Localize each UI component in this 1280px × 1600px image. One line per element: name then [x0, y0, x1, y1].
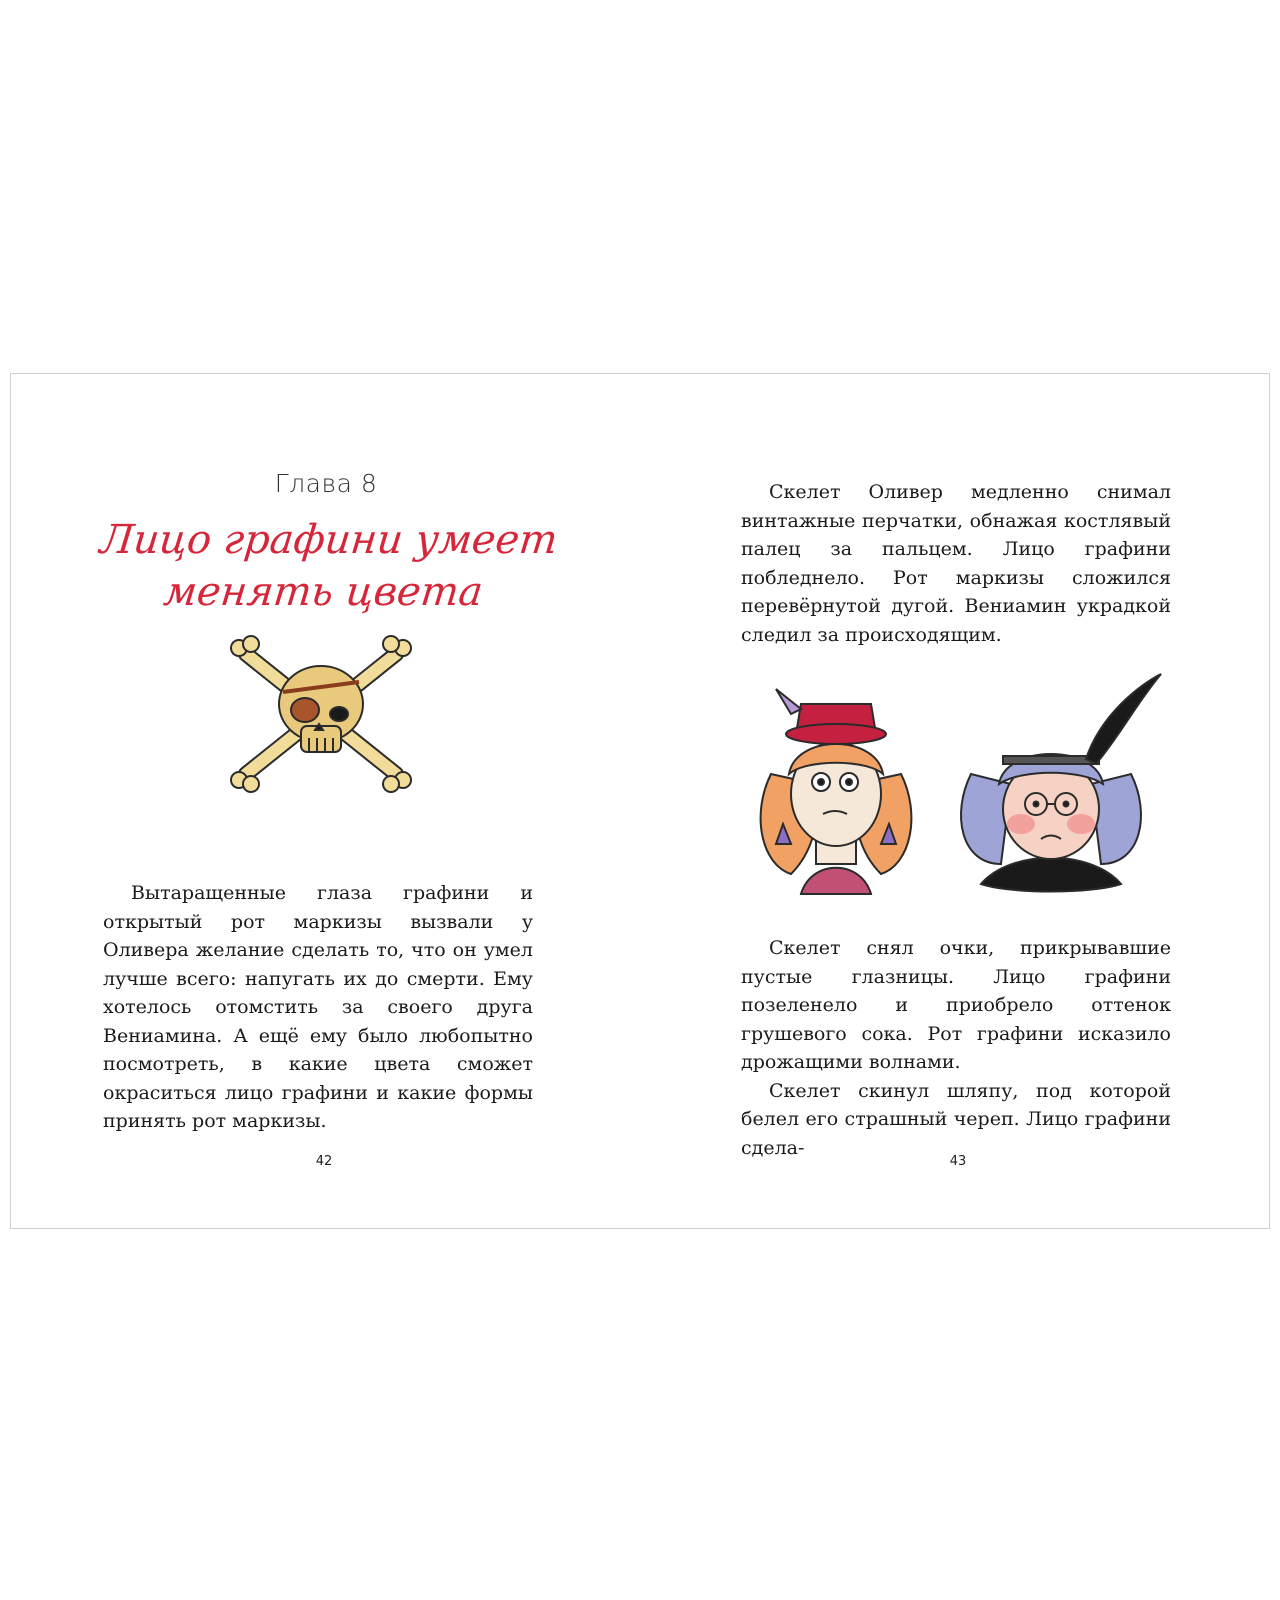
chapter-title: [6, 514, 647, 618]
skull-crossbones-illustration: [221, 634, 421, 794]
book-spread: [10, 373, 1270, 1229]
left-body-text: [103, 879, 533, 1136]
left-page: [11, 374, 641, 1228]
page-number: 43: [949, 1154, 967, 1169]
paragraph: Скелет снял очки, прикрывавшие пустые глазницы. Лицо графини позеленело и приобрело оттенок грушевого сока. Рот графини исказило дрожащими волнами.: [741, 937, 1171, 1073]
page-number: 42: [315, 1154, 333, 1169]
chapter-title-line-1: Лицо графини умеет: [97, 517, 560, 563]
right-body-text-bottom: [741, 934, 1171, 1162]
two-ladies-icon: [741, 664, 1171, 904]
paragraph: Вытаращенные глаза графини и открытый рот маркизы вызвали у Оливера желание сделать то, что он умел лучше всего: напугать их до смерти. Ему хотелось отомстить за своего друга Вениамина. А ещё ему было любопытно посмотреть, в какие цвета сможет окраситься лицо графини и какие формы принять рот маркизы.: [103, 882, 533, 1132]
paragraph: Скелет Оливер медленно снимал винтажные перчатки, обнажая костлявый палец за пальцем. Лицо графини побледнело. Рот маркизы сложился перевёрнутой дугой. Вениамин украдкой следил за происходящим.: [741, 481, 1171, 646]
countess-marquise-illustration: [741, 664, 1171, 904]
chapter-title-line-2: менять цвета: [161, 569, 486, 615]
paragraph: Скелет скинул шляпу, под которой белел его страшный череп. Лицо графини сдела-: [741, 1079, 1171, 1159]
skull-crossbones-icon: [221, 634, 421, 794]
right-page: [641, 374, 1271, 1228]
chapter-label: Глава 8: [274, 469, 378, 498]
right-body-text-top: [741, 478, 1171, 649]
